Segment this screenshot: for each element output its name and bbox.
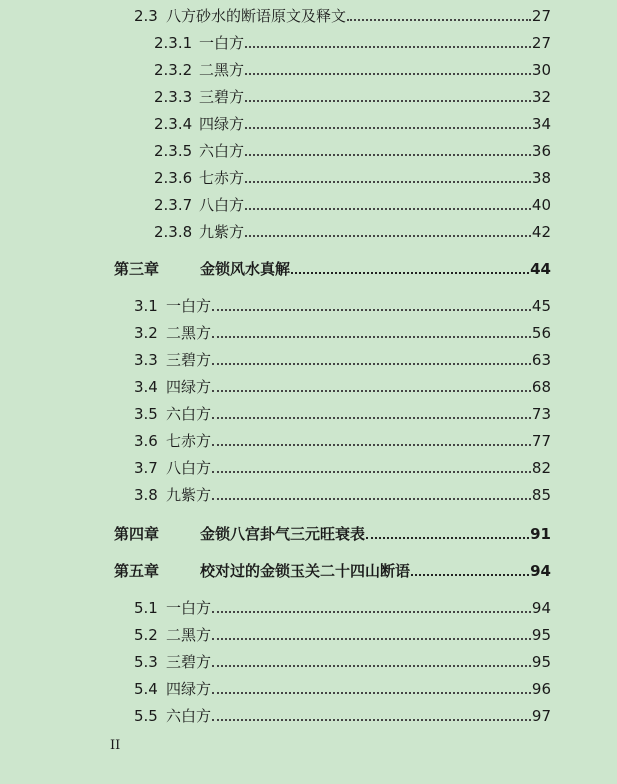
leader-dots [245,45,531,48]
leader-dots [212,443,531,446]
leader-dots [212,470,531,473]
toc-title: 一白方 [166,599,212,617]
leader-dots [245,180,531,183]
leader-dots [212,610,531,613]
toc-number: 5.2 [134,626,158,644]
toc-entry-3-3[interactable] [134,350,551,370]
toc-page: 27 [531,34,551,52]
toc-number: 2.3.5 [154,142,193,160]
toc-page: 97 [531,707,551,725]
toc-number: 3.8 [134,486,158,504]
toc-page: 91 [530,525,551,543]
toc-entry-2-3-4[interactable] [154,114,551,134]
chapter-number: 第四章 [114,525,160,543]
toc-page: 30 [531,61,551,79]
toc-page: 85 [531,486,551,504]
leader-dots [212,497,531,500]
toc-title: 七赤方 [199,169,245,187]
toc-number: 2.3.8 [154,223,193,241]
toc-number: 2.3.4 [154,115,193,133]
toc-page: 95 [531,626,551,644]
toc-page: 95 [531,653,551,671]
toc-title: 二黑方 [166,626,212,644]
toc-number: 2.3 [134,7,158,25]
leader-dots [212,308,531,311]
leader-dots [245,234,531,237]
leader-dots [245,99,531,102]
toc-entry-3-5[interactable] [134,404,551,424]
toc-entry-3-7[interactable] [134,458,551,478]
toc-page: 56 [531,324,551,342]
toc-number: 3.3 [134,351,158,369]
toc-entry-2-3-3[interactable] [154,87,551,107]
toc-number: 5.1 [134,599,158,617]
toc-entry-3-4[interactable] [134,377,551,397]
toc-page: 77 [531,432,551,450]
chapter-title: 金锁八宫卦气三元旺衰表 [200,525,366,543]
toc-title: 六白方 [166,707,212,725]
toc-number: 3.1 [134,297,158,315]
toc-number: 5.3 [134,653,158,671]
toc-title: 四绿方 [166,680,212,698]
toc-title: 六白方 [199,142,245,160]
toc-page: 73 [531,405,551,423]
toc-page: 34 [531,115,551,133]
toc-chapter-4[interactable] [114,524,551,544]
toc-number: 2.3.2 [154,61,193,79]
toc-title: 八白方 [199,196,245,214]
leader-dots [212,362,531,365]
toc-number: 3.5 [134,405,158,423]
toc-number: 2.3.1 [154,34,193,52]
toc-page: 68 [531,378,551,396]
toc-number: 3.2 [134,324,158,342]
toc-title: 一白方 [166,297,212,315]
toc-title: 七赤方 [166,432,212,450]
toc-entry-2-3-1[interactable] [154,33,551,53]
toc-number: 3.6 [134,432,158,450]
leader-dots [245,126,531,129]
leader-dots [347,18,531,21]
toc-entry-2-3[interactable] [134,6,551,26]
toc-entry-5-3[interactable] [134,652,551,672]
toc-number: 2.3.3 [154,88,193,106]
toc-entry-5-2[interactable] [134,625,551,645]
leader-dots [245,72,531,75]
toc-number: 3.4 [134,378,158,396]
toc-page: 96 [531,680,551,698]
toc-page: 94 [531,599,551,617]
toc-entry-3-1[interactable] [134,296,551,316]
toc-title: 二黑方 [199,61,245,79]
toc-entry-5-5[interactable] [134,706,551,726]
toc-page: 40 [531,196,551,214]
toc-entry-2-3-5[interactable] [154,141,551,161]
leader-dots [212,718,531,721]
toc-page: 44 [530,260,551,278]
toc-page: 94 [530,562,551,580]
toc-number: 5.5 [134,707,158,725]
leader-dots [366,536,529,539]
toc-entry-2-3-6[interactable] [154,168,551,188]
leader-dots [245,207,531,210]
toc-title: 四绿方 [166,378,212,396]
leader-dots [212,664,531,667]
toc-title: 九紫方 [199,223,245,241]
toc-title: 八白方 [166,459,212,477]
toc-page: 42 [531,223,551,241]
toc-title: 六白方 [166,405,212,423]
toc-entry-3-8[interactable] [134,485,551,505]
leader-dots [291,271,529,274]
leader-dots [212,637,531,640]
toc-page: 27 [531,7,551,25]
toc-number: 2.3.7 [154,196,193,214]
toc-entry-3-6[interactable] [134,431,551,451]
chapter-title: 校对过的金锁玉关二十四山断语 [200,562,411,580]
toc-entry-3-2[interactable] [134,323,551,343]
leader-dots [212,691,531,694]
toc-page: 32 [531,88,551,106]
toc-page: 45 [531,297,551,315]
toc-number: 2.3.6 [154,169,193,187]
toc-number: 5.4 [134,680,158,698]
toc-title: 四绿方 [199,115,245,133]
leader-dots [411,573,529,576]
toc-page: 82 [531,459,551,477]
toc-chapter-3[interactable] [114,259,551,279]
toc-entry-2-3-7[interactable] [154,195,551,215]
toc-entry-2-3-8[interactable] [154,222,551,242]
toc-chapter-5[interactable] [114,561,551,581]
toc-page: 63 [531,351,551,369]
leader-dots [212,416,531,419]
toc-title: 二黑方 [166,324,212,342]
toc-number: 3.7 [134,459,158,477]
toc-title: 三碧方 [166,351,212,369]
toc-entry-2-3-2[interactable] [154,60,551,80]
toc-page: 36 [531,142,551,160]
toc-title: 九紫方 [166,486,212,504]
chapter-number: 第三章 [114,260,160,278]
footer-page-number: II [110,738,121,753]
toc-page: 38 [531,169,551,187]
toc-title: 三碧方 [199,88,245,106]
leader-dots [212,389,531,392]
toc-title: 一白方 [199,34,245,52]
toc-title: 八方砂水的断语原文及释文 [166,7,347,25]
chapter-title: 金锁风水真解 [200,260,291,278]
leader-dots [245,153,531,156]
leader-dots [212,335,531,338]
toc-entry-5-1[interactable] [134,598,551,618]
toc-entry-5-4[interactable] [134,679,551,699]
chapter-number: 第五章 [114,562,160,580]
toc-title: 三碧方 [166,653,212,671]
